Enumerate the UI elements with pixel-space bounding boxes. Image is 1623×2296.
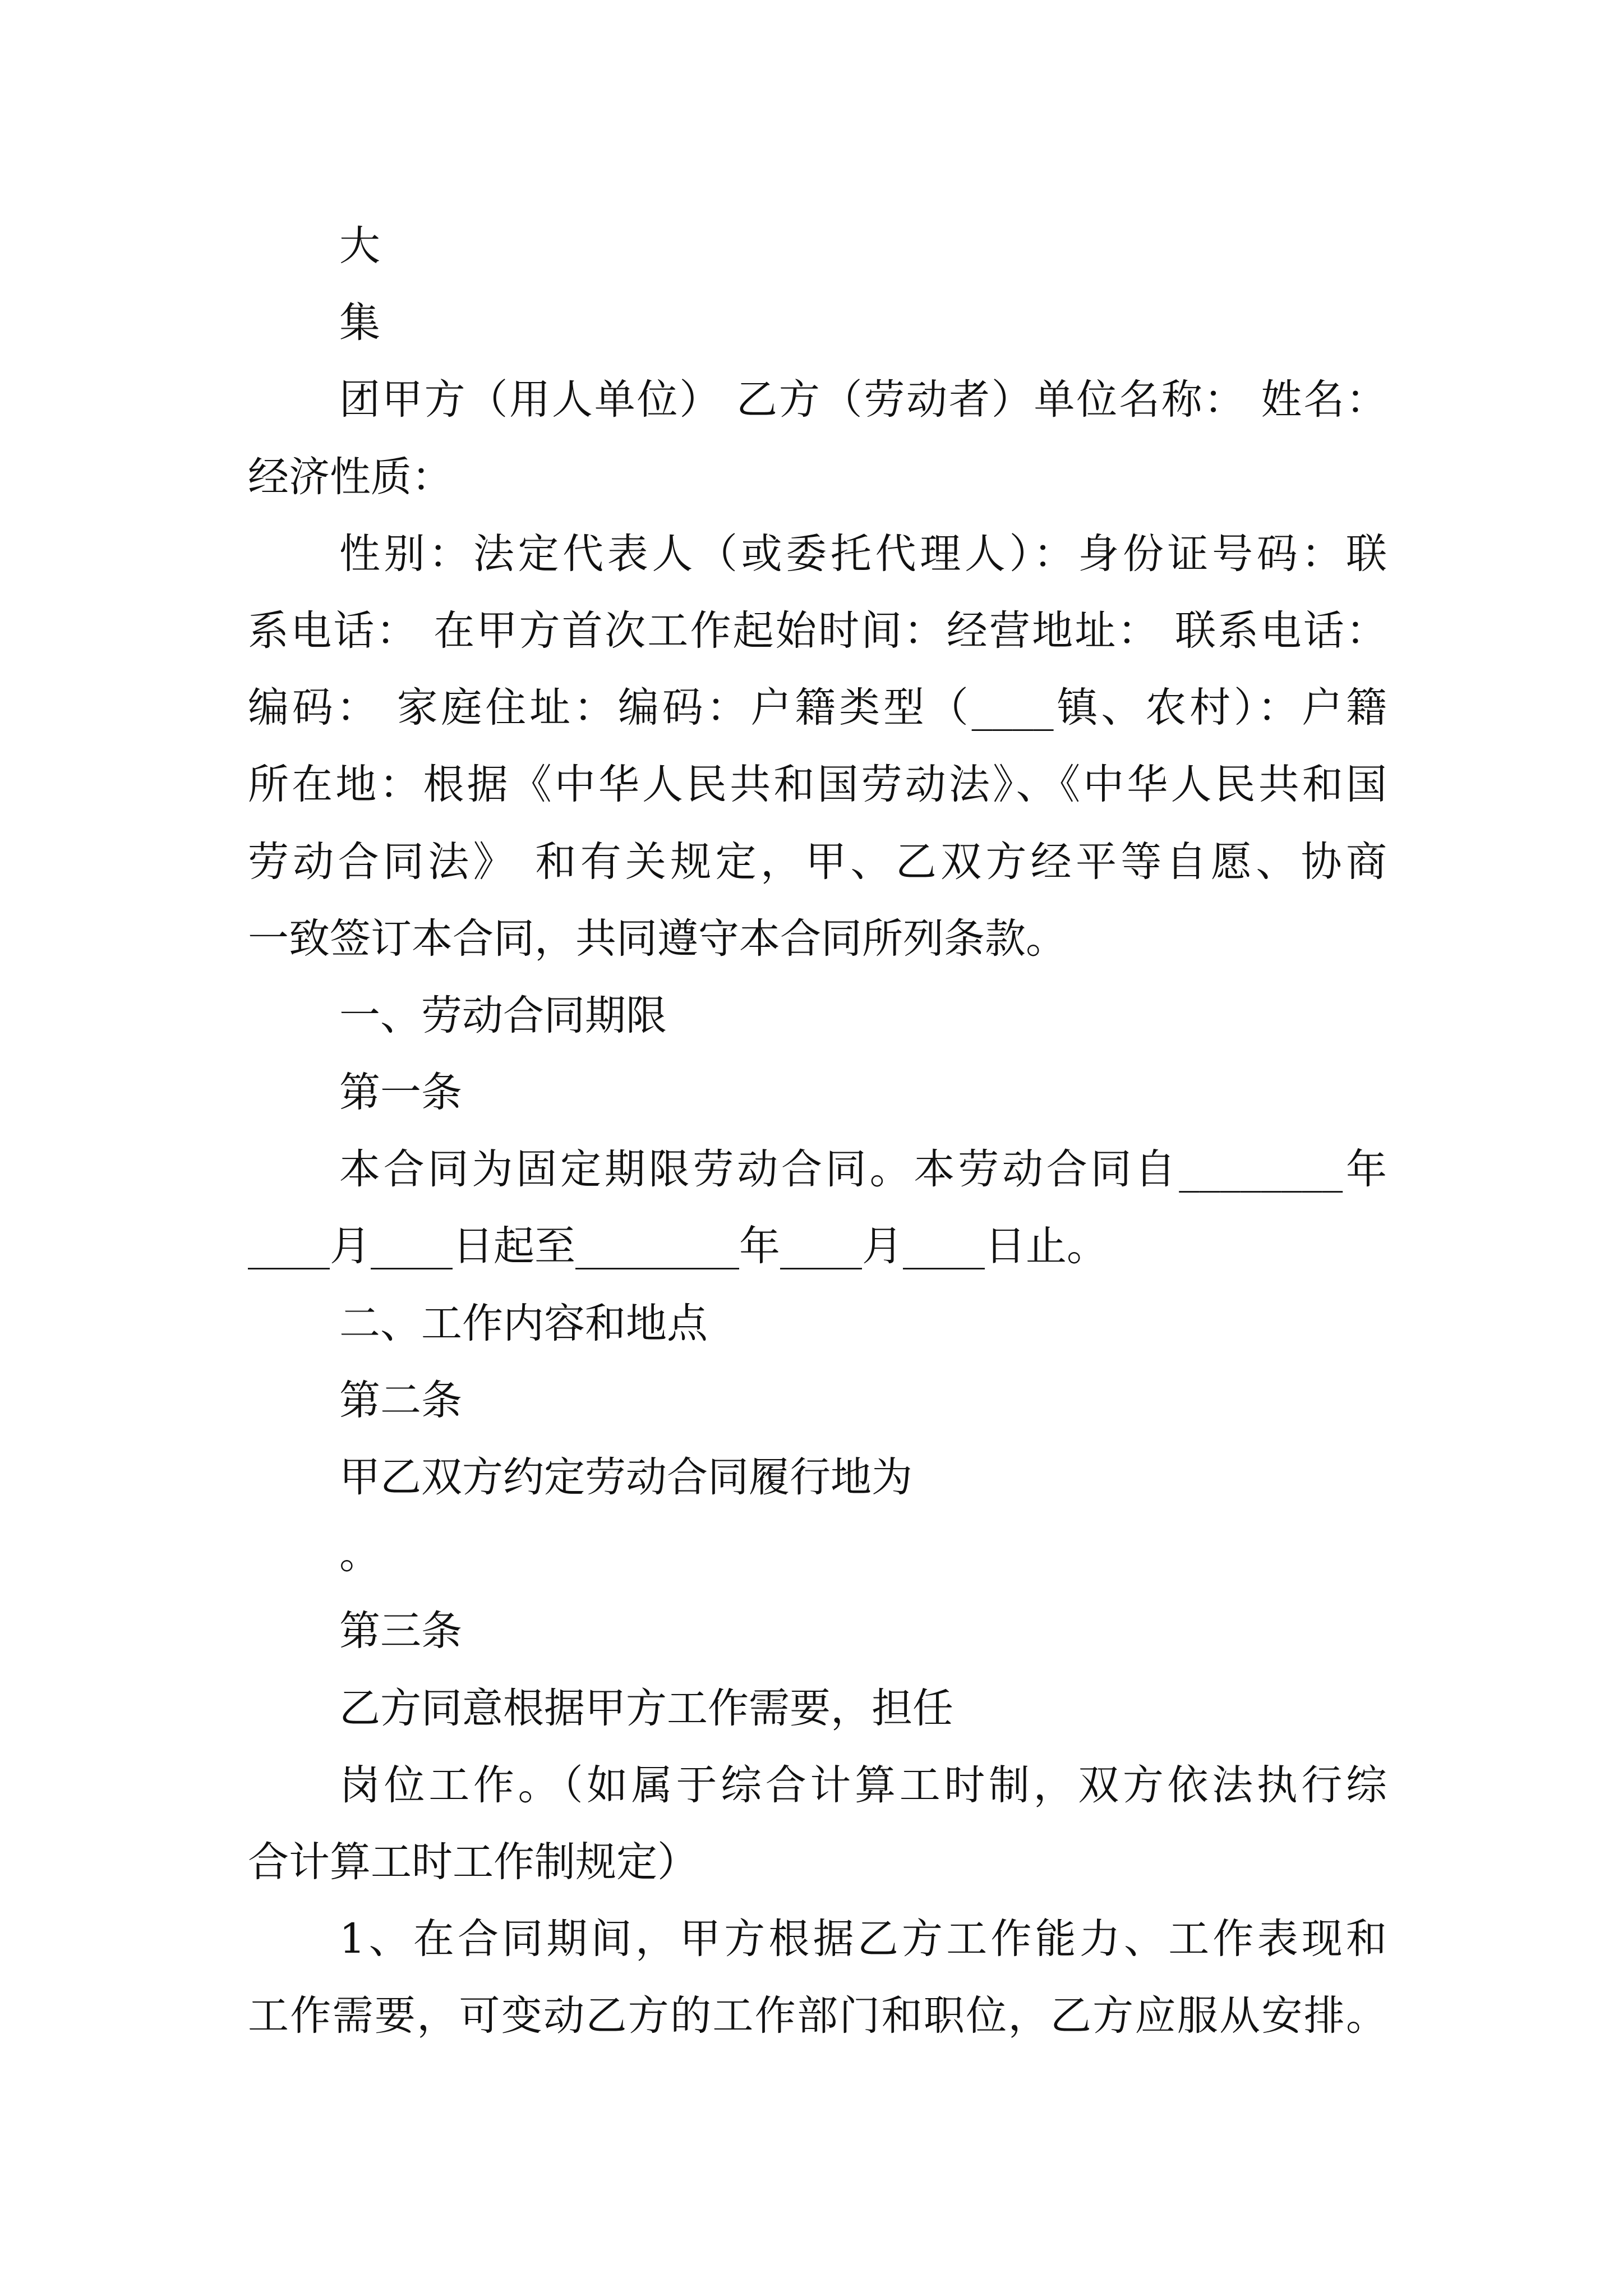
article-body-line: 岗位工作。（如属于综合计算工时制，双方依法执行综 bbox=[339, 1761, 1387, 1809]
article-body-line: 合计算工时工作制规定） bbox=[248, 1838, 698, 1886]
company-name-fragment: 集 bbox=[339, 299, 380, 347]
preamble-line: 一致签订本合同，共同遵守本合同所列条款。 bbox=[248, 914, 1067, 963]
article-heading: 第三条 bbox=[339, 1607, 462, 1655]
section-heading: 二、工作内容和地点 bbox=[339, 1299, 708, 1347]
contract-body bbox=[248, 208, 1387, 2055]
article-body-line: 乙方同意根据甲方工作需要，担任 bbox=[339, 1684, 953, 1732]
preamble-line: 编码： 家庭住址：编码：户籍类型（____镇、农村）：户籍 bbox=[248, 684, 1387, 732]
section-heading: 一、劳动合同期限 bbox=[339, 991, 667, 1039]
preamble-line: 系电话： 在甲方首次工作起始时间：经营地址： 联系电话： bbox=[248, 606, 1387, 655]
party-info-line: 经济性质： bbox=[248, 453, 453, 501]
article-body-line: 工作需要，可变动乙方的工作部门和职位，乙方应服从安排。 bbox=[248, 1992, 1387, 2040]
article-body-line: 1、在合同期间，甲方根据乙方工作能力、工作表现和 bbox=[339, 1915, 1387, 1963]
article-body-line: 。 bbox=[339, 1530, 380, 1579]
article-body-line: 本合同为固定期限劳动合同。本劳动合同自________年 bbox=[339, 1145, 1387, 1194]
article-body-line: ____月____日起至________年____月____日止。 bbox=[248, 1222, 1108, 1271]
preamble-line: 性别：法定代表人（或委托代理人）：身份证号码：联 bbox=[339, 530, 1387, 578]
article-heading: 第二条 bbox=[339, 1376, 462, 1424]
party-info-line: 团甲方（用人单位） 乙方（劳动者）单位名称： 姓名： bbox=[339, 376, 1387, 424]
company-name-fragment: 大 bbox=[339, 222, 380, 270]
preamble-line: 所在地：根据《中华人民共和国劳动法》、《中华人民共和国 bbox=[248, 761, 1387, 809]
preamble-line: 劳动合同法》 和有关规定，甲、乙双方经平等自愿、协商 bbox=[248, 838, 1387, 886]
article-heading: 第一条 bbox=[339, 1069, 462, 1117]
article-body-line: 甲乙双方约定劳动合同履行地为 bbox=[339, 1453, 912, 1501]
